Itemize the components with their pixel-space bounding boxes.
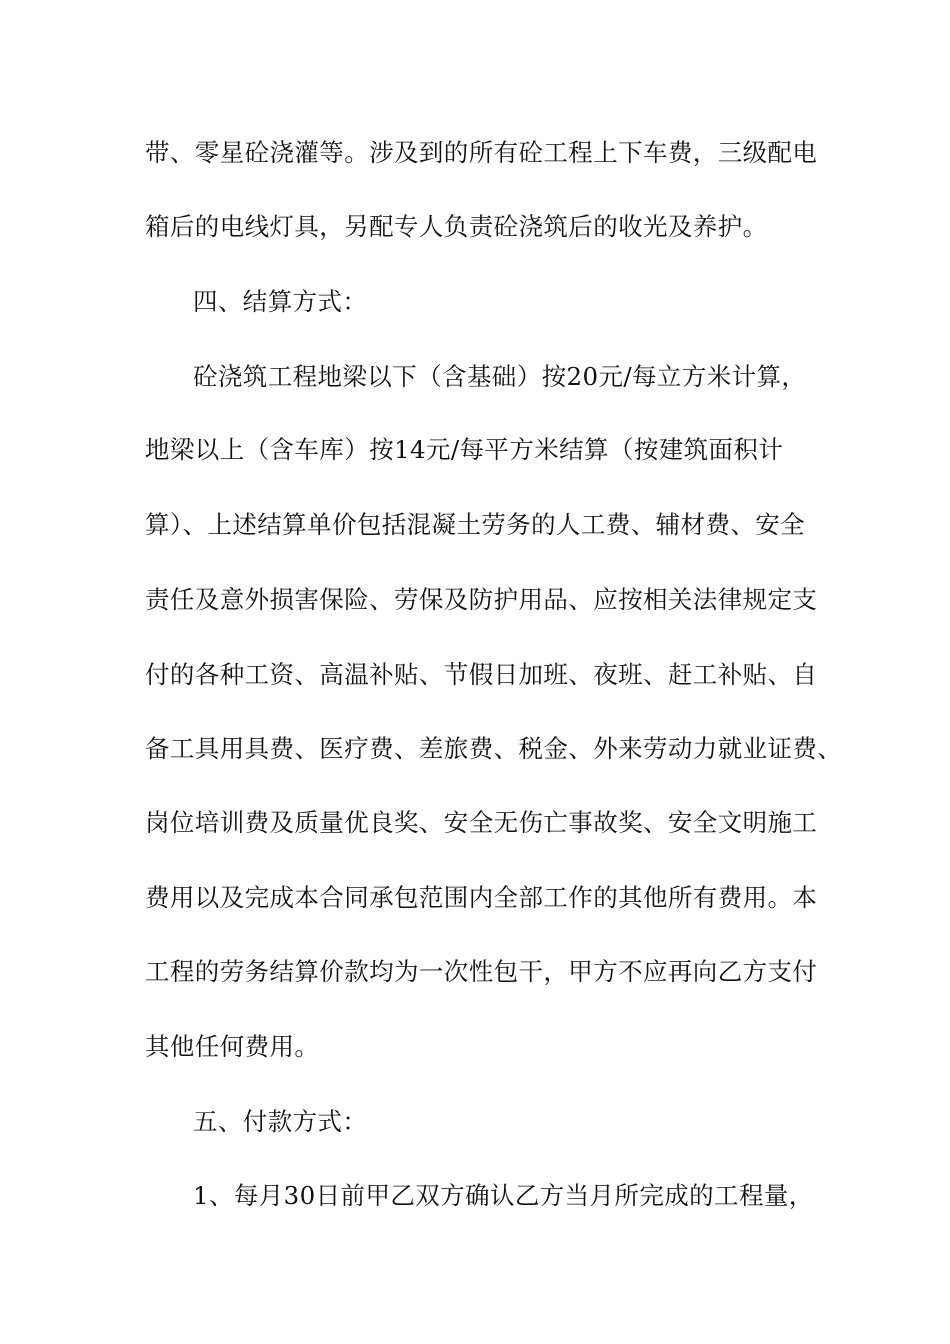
paragraph-line: 其他任何费用。 (145, 1032, 320, 1061)
section-heading-settlement: 四、结算方式： (193, 287, 368, 316)
paragraph-line: 地梁以上（含车库）按14元/每平方米结算（按建筑面积计 (145, 435, 784, 464)
paragraph-line: 箱后的电线灯具，另配专人负责砼浇筑后的收光及养护。 (145, 212, 768, 241)
paragraph-line: 算）、上述结算单价包括混凝土劳务的人工费、辅材费、安全 (145, 510, 806, 539)
paragraph-line: 责任及意外损害保险、劳保及防护用品、应按相关法律规定支 (145, 585, 818, 614)
paragraph-line: 砼浇筑工程地梁以下（含基础）按20元/每立方米计算， (193, 362, 807, 391)
section-heading-payment: 五、付款方式： (193, 1107, 368, 1136)
paragraph-line: 备工具用具费、医疗费、差旅费、税金、外来劳动力就业证费、 (145, 734, 843, 763)
paragraph-line: 1、每月30日前甲乙双方确认乙方当月所完成的工程量， (193, 1181, 814, 1210)
paragraph-line: 付的各种工资、高温补贴、节假日加班、夜班、赶工补贴、自 (145, 660, 818, 689)
paragraph-line: 岗位培训费及质量优良奖、安全无伤亡事故奖、安全文明施工 (145, 808, 818, 837)
paragraph-line: 带、零星砼浇灌等。涉及到的所有砼工程上下车费，三级配电 (145, 138, 818, 167)
paragraph-line: 费用以及完成本合同承包范围内全部工作的其他所有费用。本 (145, 883, 818, 912)
paragraph-line: 工程的劳务结算价款均为一次性包干，甲方不应再向乙方支付 (145, 957, 818, 986)
